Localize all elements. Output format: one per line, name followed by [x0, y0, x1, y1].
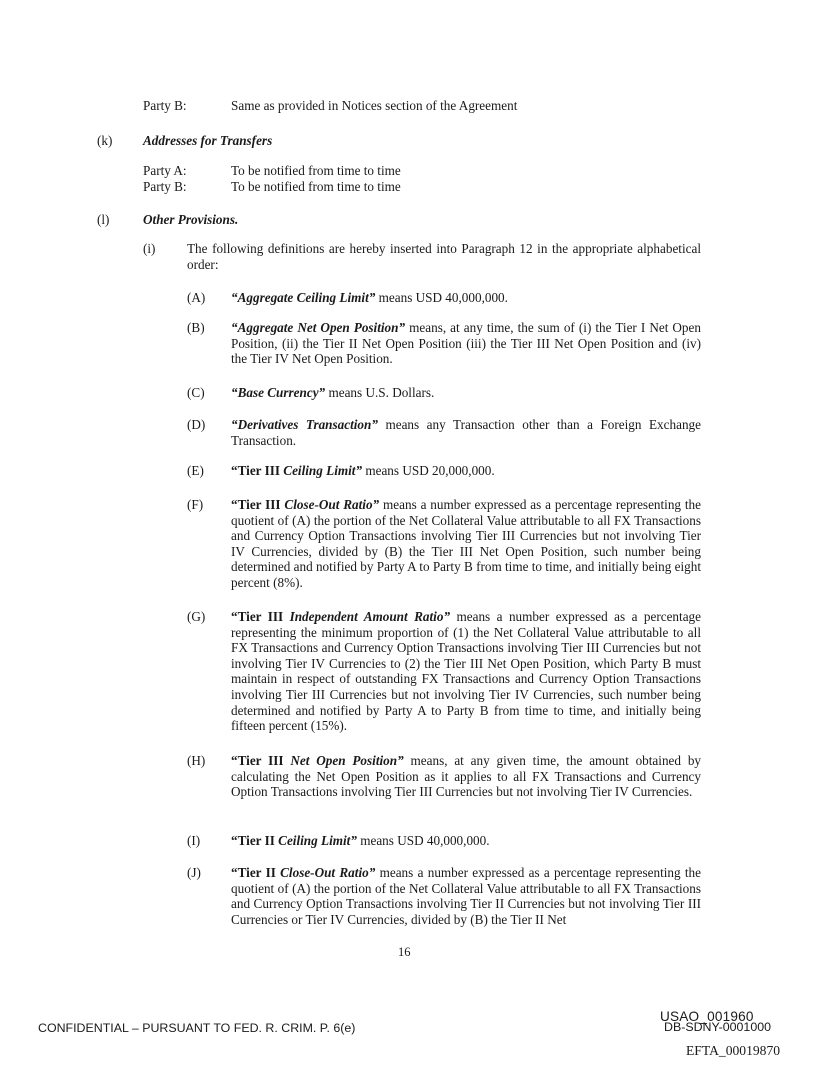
definition-c-marker: (C): [187, 385, 205, 400]
definition-g-marker: (G): [187, 609, 206, 624]
definition-f-marker: (F): [187, 497, 204, 512]
section-l-marker: (l): [97, 212, 110, 227]
section-k-party-a-value: To be notified from time to time: [231, 163, 401, 178]
section-k-party-a-label: Party A:: [143, 163, 187, 178]
definition-d: “Derivatives Transaction” means any Transaction other than a Foreign Exchange Transaction.: [231, 417, 701, 448]
definition-g: “Tier III Independent Amount Ratio” means a number expressed as a percentage representing the minimum proportion of (1) the Net Collateral Value attributable to all FX Transactions and Currency Option Transactions involving Tier III Currencies but not involving Tier IV Currencies to (2) the Tier III Net Open Position, which Party B must maintain in respect of outstanding FX Transactions and Currency Option Transactions involving Tier III Currencies but not involving Tier IV Currencies, such number being determined and notified by Party A to Party B from time to time, and initially being fifteen percent (15%).: [231, 609, 701, 734]
db-sdny-bates-number: DB-SDNY-0001000: [664, 1020, 771, 1034]
definition-a: “Aggregate Ceiling Limit” means USD 40,000,000.: [231, 290, 508, 305]
section-l-heading: Other Provisions.: [143, 212, 239, 227]
efta-bates-number: EFTA_00019870: [686, 1043, 781, 1058]
definition-j: “Tier II Close-Out Ratio” means a number expressed as a percentage representing the quotient of (A) the portion of the Net Collateral Value attributable to all FX Transactions and Currency Option Transactions involving Tier II Currencies but not involving Tier III Currencies or Tier IV Currencies, divided by (B) the Tier II Net: [231, 865, 701, 927]
definition-h-marker: (H): [187, 753, 206, 768]
usao-bates-number: USAO_001960: [660, 1009, 754, 1024]
definition-b-marker: (B): [187, 320, 205, 335]
definition-i-marker: (I): [187, 833, 201, 848]
confidential-notice: CONFIDENTIAL – PURSUANT TO FED. R. CRIM. P. 6(e): [38, 1021, 356, 1035]
sub-i-marker: (i): [143, 241, 156, 256]
definition-b: “Aggregate Net Open Position” means, at any time, the sum of (i) the Tier I Net Open Position, (ii) the Tier II Net Open Position (iii) the Tier III Net Open Position and (iv) the Tier IV Net Open Position.: [231, 320, 701, 367]
definition-h: “Tier III Net Open Position” means, at any given time, the amount obtained by calculating the Net Open Position as it applies to all FX Transactions and Currency Option Transactions involving Tier III Currencies but not involving Tier IV Currencies.: [231, 753, 702, 800]
party-b-notices-value: Same as provided in Notices section of the Agreement: [231, 98, 518, 113]
definition-e-marker: (E): [187, 463, 204, 478]
definition-c: “Base Currency” means U.S. Dollars.: [231, 385, 435, 400]
definition-a-marker: (A): [187, 290, 206, 305]
definition-i: “Tier II Ceiling Limit” means USD 40,000,000.: [231, 833, 490, 848]
party-b-notices-label: Party B:: [143, 98, 187, 113]
section-k-marker: (k): [97, 133, 113, 148]
definition-d-marker: (D): [187, 417, 206, 432]
section-k-heading: Addresses for Transfers: [143, 133, 273, 148]
definition-j-marker: (J): [187, 865, 201, 880]
definition-e: “Tier III Ceiling Limit” means USD 20,000,000.: [231, 463, 495, 478]
sub-i-text: The following definitions are hereby inserted into Paragraph 12 in the appropriate alphabetical order:: [187, 241, 701, 272]
page-number: 16: [398, 945, 411, 959]
definition-f: “Tier III Close-Out Ratio” means a number expressed as a percentage representing the quotient of (A) the portion of the Net Collateral Value attributable to all FX Transactions and Currency Option Transactions involving Tier III Currencies but not involving Tier IV Currencies, divided by (B) the Tier III Net Open Position, such number being determined and notified by Party A to Party B from time to time, and initially being eight percent (8%).: [231, 497, 702, 590]
section-k-party-b-value: To be notified from time to time: [231, 179, 401, 194]
section-k-party-b-label: Party B:: [143, 179, 187, 194]
